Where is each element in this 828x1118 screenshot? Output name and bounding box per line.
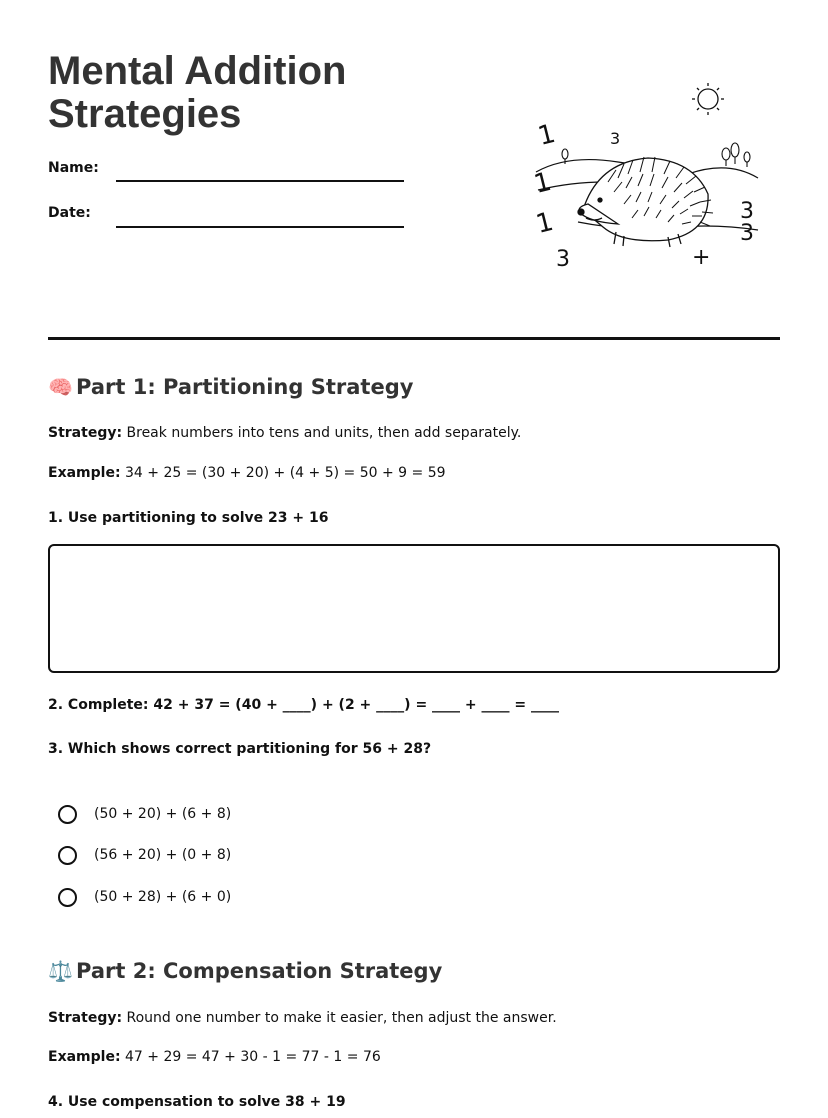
question-3: 3. Which shows correct partitioning for 56 + 28? [48,741,432,757]
strategy-label: Strategy: [48,1010,123,1026]
strategy-text: Break numbers into tens and units, then add separately. [126,425,522,441]
example-text: 34 + 25 = (30 + 20) + (4 + 5) = 50 + 9 = 59 [125,465,446,481]
name-field[interactable] [116,180,404,182]
part2-strategy [48,1010,557,1026]
svg-text:1: 1 [535,118,559,152]
worksheet-title [48,50,346,136]
option-a[interactable] [58,802,231,826]
strategy-text: Round one number to make it easier, then adjust the answer. [126,1010,557,1026]
scales-icon: ⚖️ [48,959,73,983]
question-4: 4. Use compensation to solve 38 + 19 [48,1094,346,1110]
part2-heading [48,959,442,983]
option-label: (50 + 28) + (6 + 0) [94,889,232,905]
strategy-label: Strategy: [48,425,123,441]
part1-heading [48,375,413,399]
radio-button[interactable] [58,805,77,824]
svg-text:3: 3 [740,221,754,246]
example-label: Example: [48,1049,121,1065]
date-field[interactable] [116,226,404,228]
svg-text:1: 1 [533,206,557,240]
part1-strategy [48,425,521,441]
hedgehog-body [578,157,713,247]
part1-title: Part 1: Partitioning Strategy [76,375,414,399]
title-line-1: Mental Addition [48,49,347,93]
title-line-2: Strategies [48,92,242,136]
part1-example [48,465,446,481]
name-label: Name: [48,160,99,176]
brain-icon: 🧠 [48,375,73,399]
answer-box-q1[interactable] [48,544,780,673]
option-b[interactable] [58,843,231,867]
option-label: (56 + 20) + (0 + 8) [94,847,232,863]
date-label: Date: [48,205,91,221]
radio-button[interactable] [58,888,77,907]
svg-text:3: 3 [740,199,754,224]
hedgehog-illustration [528,82,768,272]
sun-icon [692,83,724,115]
svg-text:1: 1 [531,166,555,200]
option-c[interactable] [58,885,231,909]
question-2: 2. Complete: 42 + 37 = (40 + ____) + (2 + ____) = ____ + ____ = ____ [48,697,559,713]
part2-title: Part 2: Compensation Strategy [76,959,443,983]
svg-text:3: 3 [556,247,570,272]
part2-example [48,1049,381,1065]
svg-text:3: 3 [610,129,621,148]
radio-button[interactable] [58,846,77,865]
example-label: Example: [48,465,121,481]
example-text: 47 + 29 = 47 + 30 - 1 = 77 - 1 = 76 [125,1049,381,1065]
svg-text:+: + [692,245,711,270]
section-divider [48,337,780,340]
question-1: 1. Use partitioning to solve 23 + 16 [48,510,329,526]
option-label: (50 + 20) + (6 + 8) [94,806,232,822]
